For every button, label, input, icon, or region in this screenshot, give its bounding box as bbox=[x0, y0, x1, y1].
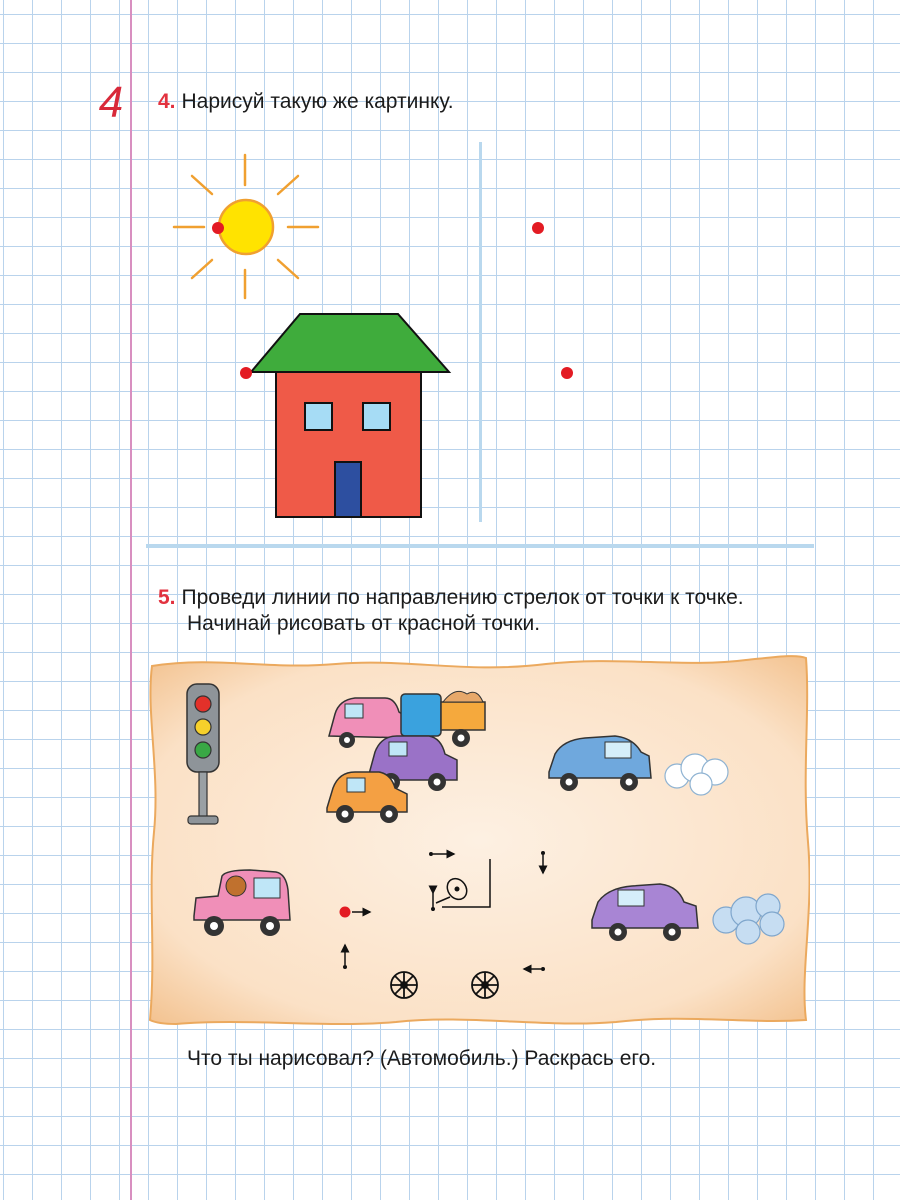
exhaust-cloud-icon bbox=[665, 754, 728, 795]
car-cluster-icon bbox=[325, 676, 490, 826]
task-number: 5. bbox=[158, 586, 176, 609]
wheel-icon bbox=[472, 972, 498, 998]
task-4-heading bbox=[158, 88, 454, 116]
task-text-line2: Начинай рисовать от красной точки. bbox=[187, 612, 541, 635]
steering-wheel-icon bbox=[431, 875, 471, 911]
dot-to-dot-puzzle bbox=[330, 845, 555, 1005]
window-corner bbox=[442, 859, 490, 907]
page-number: 4 bbox=[98, 78, 124, 127]
reference-dot bbox=[240, 367, 252, 379]
margin-line bbox=[130, 0, 132, 1200]
reference-dot bbox=[212, 222, 224, 234]
traffic-light-icon bbox=[182, 682, 224, 827]
start-dot bbox=[340, 907, 351, 918]
wheel-icon bbox=[391, 972, 417, 998]
vertical-divider bbox=[479, 142, 482, 522]
sun-icon bbox=[170, 150, 320, 305]
exhaust-cloud-icon bbox=[713, 894, 784, 944]
car-icon bbox=[588, 876, 798, 956]
task-text-line1: Проведи линии по направлению стрелок от точки к точке. bbox=[181, 586, 744, 609]
house-icon bbox=[248, 312, 453, 522]
section-divider bbox=[146, 544, 814, 548]
start-dot bbox=[532, 222, 544, 234]
start-dot bbox=[561, 367, 573, 379]
task-5-heading bbox=[158, 584, 744, 612]
car-icon bbox=[545, 726, 740, 798]
task-text: Нарисуй такую же картинку. bbox=[181, 90, 454, 113]
question-text: Что ты нарисовал? (Автомобиль.) Раскрась его. bbox=[187, 1047, 657, 1070]
task-number: 4. bbox=[158, 90, 176, 113]
car-icon bbox=[190, 868, 295, 943]
